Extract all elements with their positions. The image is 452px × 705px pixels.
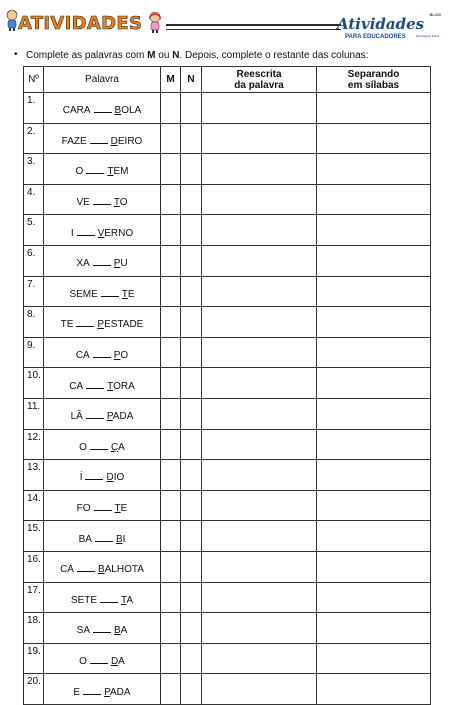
syllables-cell[interactable]: [317, 123, 431, 154]
m-cell[interactable]: [161, 337, 181, 368]
table-row: [24, 215, 431, 246]
syllables-cell[interactable]: [317, 582, 431, 613]
rewrite-cell[interactable]: [202, 368, 317, 399]
table-row: [24, 490, 431, 521]
syllables-cell[interactable]: [317, 154, 431, 185]
word-letter: T: [114, 503, 121, 515]
row-number: 11.: [24, 398, 44, 429]
m-cell[interactable]: [161, 429, 181, 460]
word-cell: [44, 307, 161, 338]
n-cell[interactable]: [181, 154, 202, 185]
instruction-n: N: [172, 50, 180, 61]
word-suffix: EM: [113, 166, 129, 178]
syllables-cell[interactable]: [317, 521, 431, 552]
word-cell: [44, 215, 161, 246]
fill-blank[interactable]: [101, 287, 119, 297]
table-row: [24, 307, 431, 338]
m-cell[interactable]: [161, 215, 181, 246]
rewrite-cell[interactable]: [202, 123, 317, 154]
n-cell[interactable]: [181, 398, 202, 429]
n-cell[interactable]: [181, 337, 202, 368]
rewrite-cell[interactable]: [202, 215, 317, 246]
n-cell[interactable]: [181, 215, 202, 246]
m-cell[interactable]: [161, 490, 181, 521]
m-cell[interactable]: [161, 154, 181, 185]
syllables-cell[interactable]: [317, 643, 431, 674]
syllables-cell[interactable]: [317, 337, 431, 368]
rewrite-cell[interactable]: [202, 245, 317, 276]
fill-blank[interactable]: [86, 164, 104, 174]
word-prefix: SA: [76, 625, 90, 637]
n-cell[interactable]: [181, 521, 202, 552]
word-letter: D: [110, 135, 118, 147]
fill-blank[interactable]: [93, 256, 111, 266]
fill-blank[interactable]: [90, 134, 108, 144]
word-cell: [44, 154, 161, 185]
word-cell: [44, 368, 161, 399]
word-prefix: FAZE: [61, 135, 87, 147]
syllables-cell[interactable]: [317, 276, 431, 307]
fill-blank[interactable]: [86, 409, 104, 419]
word-cell: [44, 184, 161, 215]
word-suffix: A: [126, 594, 134, 606]
rewrite-cell[interactable]: [202, 154, 317, 185]
m-cell[interactable]: [161, 674, 181, 705]
table-row: [24, 398, 431, 429]
word-cell: [44, 674, 161, 705]
word-prefix: SEME: [69, 288, 98, 300]
syllables-cell[interactable]: [317, 490, 431, 521]
fill-blank[interactable]: [93, 195, 111, 205]
n-cell[interactable]: [181, 307, 202, 338]
instruction-text-2: ou: [155, 50, 173, 61]
word-suffix: ADA: [112, 411, 134, 423]
instruction: [14, 49, 369, 61]
fill-blank[interactable]: [93, 348, 111, 358]
syllables-cell[interactable]: [317, 613, 431, 644]
page-header: [0, 0, 452, 46]
instruction-m: M: [147, 50, 156, 61]
word-suffix: A: [118, 441, 125, 453]
syllables-cell[interactable]: [317, 674, 431, 705]
n-cell[interactable]: [181, 276, 202, 307]
row-number: 19.: [24, 643, 44, 674]
word-cell: [44, 276, 161, 307]
word-letter: T: [113, 197, 120, 209]
word-prefix: VE: [76, 197, 90, 209]
m-cell[interactable]: [161, 276, 181, 307]
word-suffix: U: [120, 258, 128, 270]
m-cell[interactable]: [161, 123, 181, 154]
word-suffix: ORA: [113, 380, 135, 392]
header-syllables: [317, 67, 431, 93]
fill-blank[interactable]: [90, 654, 108, 664]
blog-label: BLOG: [429, 12, 441, 17]
word-prefix: O: [75, 166, 84, 178]
word-letter: D: [110, 655, 119, 667]
row-number: 4.: [24, 184, 44, 215]
header-n: N: [181, 67, 202, 93]
word-cell: [44, 429, 161, 460]
word-suffix: IO: [113, 472, 125, 484]
m-cell[interactable]: [161, 398, 181, 429]
row-number: 7.: [24, 276, 44, 307]
word-cell: [44, 398, 161, 429]
row-number: 15.: [24, 521, 44, 552]
word-letter: Ç: [110, 441, 119, 453]
rewrite-cell[interactable]: [202, 93, 317, 124]
table-row: [24, 184, 431, 215]
word-suffix: E: [127, 288, 135, 300]
word-cell: [44, 460, 161, 491]
rewrite-cell[interactable]: [202, 613, 317, 644]
word-letter: T: [121, 288, 128, 300]
fill-blank[interactable]: [93, 623, 111, 633]
word-letter: B: [114, 105, 122, 117]
row-number: 14.: [24, 490, 44, 521]
kid-boy-icon: [147, 11, 163, 33]
instruction-text-1: Complete as palavras com: [26, 50, 148, 61]
n-cell[interactable]: [181, 490, 202, 521]
word-cell: [44, 582, 161, 613]
table-row: [24, 368, 431, 399]
word-letter: P: [113, 258, 121, 270]
syllables-cell[interactable]: [317, 398, 431, 429]
word-cell: [44, 123, 161, 154]
word-letter: B: [97, 564, 105, 576]
row-number: 12.: [24, 429, 44, 460]
fill-blank[interactable]: [95, 532, 113, 542]
header-word: Palavra: [44, 67, 161, 93]
header-number: Nº: [24, 67, 44, 93]
word-suffix: ALHOTA: [104, 564, 144, 576]
table-row: [24, 521, 431, 552]
word-prefix: LÂ: [70, 411, 83, 423]
word-prefix: CA: [69, 380, 84, 392]
word-cell: [44, 93, 161, 124]
n-cell[interactable]: [181, 184, 202, 215]
header-syllables-line2: em sílabas: [347, 79, 400, 91]
word-suffix: O: [120, 350, 129, 362]
fill-blank[interactable]: [76, 317, 94, 327]
header-rule: [166, 24, 341, 26]
rewrite-cell[interactable]: [202, 307, 317, 338]
word-letter: T: [107, 380, 114, 392]
header-m: M: [161, 67, 181, 93]
n-cell[interactable]: [181, 368, 202, 399]
n-cell[interactable]: [181, 93, 202, 124]
n-cell[interactable]: [181, 123, 202, 154]
word-cell: [44, 337, 161, 368]
fill-blank[interactable]: [83, 685, 101, 695]
syllables-cell[interactable]: [317, 184, 431, 215]
header-rewrite-line2: da palavra: [234, 79, 284, 91]
word-prefix: Í: [79, 472, 83, 484]
row-number: 3.: [24, 154, 44, 185]
m-cell[interactable]: [161, 551, 181, 582]
word-prefix: O: [79, 655, 87, 667]
row-number: 5.: [24, 215, 44, 246]
row-number: 18.: [24, 613, 44, 644]
row-number: 16.: [24, 551, 44, 582]
word-suffix: A: [120, 625, 128, 637]
word-prefix: CA: [60, 564, 74, 576]
fill-blank[interactable]: [77, 226, 95, 236]
word-suffix: ERNO: [104, 227, 134, 239]
table-row: [24, 551, 431, 582]
word-letter: B: [115, 533, 123, 545]
word-letter: V: [97, 227, 105, 239]
table-row: [24, 643, 431, 674]
n-cell[interactable]: [181, 643, 202, 674]
logo-subtitle: PARA EDUCADORES: [345, 34, 406, 40]
n-cell[interactable]: [181, 551, 202, 582]
fill-blank[interactable]: [94, 501, 112, 511]
instruction-text-3: . Depois, complete o restante das colunas:: [179, 50, 369, 61]
word-suffix: O: [119, 197, 128, 209]
word-letter: D: [106, 472, 114, 484]
logo-signature: Estratégias Porta: [415, 34, 439, 38]
word-letter: P: [97, 319, 105, 331]
rewrite-cell[interactable]: [202, 337, 317, 368]
syllables-cell[interactable]: [317, 307, 431, 338]
syllables-cell[interactable]: [317, 93, 431, 124]
m-cell[interactable]: [161, 521, 181, 552]
word-suffix: EIRO: [117, 135, 143, 147]
m-cell[interactable]: [161, 307, 181, 338]
rewrite-cell[interactable]: [202, 184, 317, 215]
row-number: 8.: [24, 307, 44, 338]
word-prefix: TE: [60, 319, 74, 331]
word-letter: B: [114, 625, 121, 637]
row-number: 20.: [24, 674, 44, 705]
row-number: 13.: [24, 460, 44, 491]
table-row: [24, 582, 431, 613]
table-row: [24, 613, 431, 644]
word-prefix: E: [73, 686, 81, 698]
row-number: 9.: [24, 337, 44, 368]
rewrite-cell[interactable]: [202, 582, 317, 613]
rewrite-cell[interactable]: [202, 490, 317, 521]
table-row: [24, 276, 431, 307]
word-letter: P: [113, 350, 121, 362]
table-row: [24, 93, 431, 124]
word-prefix: XA: [76, 258, 90, 270]
rewrite-cell[interactable]: [202, 429, 317, 460]
m-cell[interactable]: [161, 184, 181, 215]
word-suffix: ADA: [110, 686, 131, 698]
n-cell[interactable]: [181, 245, 202, 276]
table-header-row: [24, 67, 431, 93]
syllables-cell[interactable]: [317, 429, 431, 460]
table-row: [24, 154, 431, 185]
row-number: 6.: [24, 245, 44, 276]
table-row: [24, 337, 431, 368]
word-cell: [44, 613, 161, 644]
rewrite-cell[interactable]: [202, 460, 317, 491]
syllables-cell[interactable]: [317, 460, 431, 491]
m-cell[interactable]: [161, 643, 181, 674]
table-row: [24, 123, 431, 154]
fill-blank[interactable]: [86, 379, 104, 389]
atividades-para-educadores-logo: [335, 12, 443, 46]
table-row: [24, 460, 431, 491]
word-letter: T: [107, 166, 114, 178]
m-cell[interactable]: [161, 582, 181, 613]
word-suffix: E: [120, 503, 128, 515]
word-cell: [44, 551, 161, 582]
word-prefix: O: [79, 441, 87, 453]
syllables-cell[interactable]: [317, 368, 431, 399]
fill-blank[interactable]: [90, 440, 108, 450]
m-cell[interactable]: [161, 245, 181, 276]
n-cell[interactable]: [181, 582, 202, 613]
m-cell[interactable]: [161, 368, 181, 399]
word-prefix: CARA: [62, 105, 91, 117]
header-rewrite: [202, 67, 317, 93]
fill-blank[interactable]: [100, 593, 118, 603]
word-suffix: A: [118, 655, 125, 667]
table-row: [24, 429, 431, 460]
word-prefix: SETE: [70, 594, 98, 606]
word-letter: T: [121, 594, 127, 606]
word-cell: [44, 490, 161, 521]
word-suffix: ESTADE: [104, 319, 144, 331]
word-cell: [44, 643, 161, 674]
header-rewrite-line1: Reescrita: [236, 68, 282, 80]
logo-title: Atividades: [337, 15, 425, 33]
word-prefix: BA: [78, 533, 92, 545]
m-cell[interactable]: [161, 613, 181, 644]
rewrite-cell[interactable]: [202, 674, 317, 705]
rewrite-cell[interactable]: [202, 276, 317, 307]
syllables-cell[interactable]: [317, 551, 431, 582]
table-row: [24, 674, 431, 705]
word-cell: [44, 521, 161, 552]
rewrite-cell[interactable]: [202, 521, 317, 552]
bullet-icon: •: [14, 49, 18, 60]
n-cell[interactable]: [181, 429, 202, 460]
fill-blank[interactable]: [94, 103, 112, 113]
word-prefix: CA: [75, 350, 90, 362]
rewrite-cell[interactable]: [202, 643, 317, 674]
row-number: 10.: [24, 368, 44, 399]
word-letter: P: [106, 411, 113, 423]
syllables-cell[interactable]: [317, 245, 431, 276]
n-cell[interactable]: [181, 674, 202, 705]
rewrite-cell[interactable]: [202, 551, 317, 582]
m-cell[interactable]: [161, 460, 181, 491]
table-row: [24, 245, 431, 276]
fill-blank[interactable]: [85, 470, 103, 480]
header-rule-thin: [166, 29, 341, 30]
row-number: 2.: [24, 123, 44, 154]
rewrite-cell[interactable]: [202, 398, 317, 429]
syllables-cell[interactable]: [317, 215, 431, 246]
word-letter: P: [104, 686, 111, 698]
row-number: 17.: [24, 582, 44, 613]
word-suffix: I: [122, 533, 126, 545]
n-cell[interactable]: [181, 460, 202, 491]
word-cell: [44, 245, 161, 276]
row-number: 1.: [24, 93, 44, 124]
atividades-logo: ATIVIDADES: [18, 13, 143, 34]
word-prefix: FO: [76, 503, 91, 515]
header-syllables-line1: Separando: [347, 68, 400, 80]
m-cell[interactable]: [161, 93, 181, 124]
word-suffix: OLA: [121, 105, 142, 117]
exercise-table: [23, 66, 431, 705]
fill-blank[interactable]: [77, 562, 95, 572]
word-prefix: I: [70, 227, 74, 239]
n-cell[interactable]: [181, 613, 202, 644]
